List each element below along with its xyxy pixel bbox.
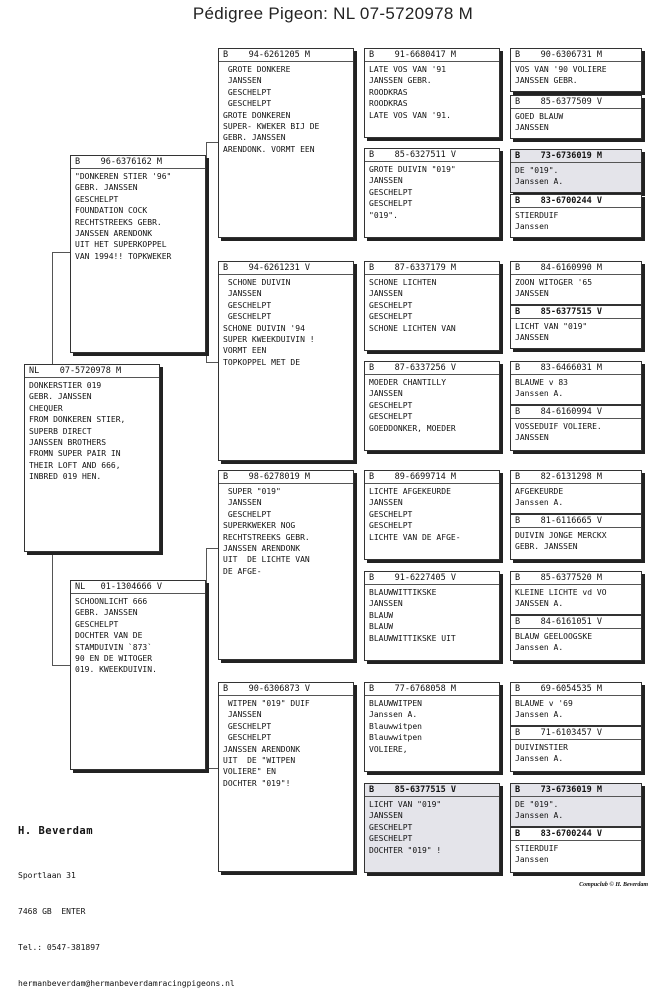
ring-number: B 83-6700244 V xyxy=(511,828,641,841)
credit-text: Compuclub © H. Beverdam xyxy=(579,882,648,888)
ring-number: B 91-6227405 V xyxy=(365,572,499,585)
ancestor-card xyxy=(510,95,642,139)
grandparent-card xyxy=(218,470,354,660)
connector-line xyxy=(206,548,207,768)
ancestor-card xyxy=(510,615,642,661)
ring-number: B 85-6377520 M xyxy=(511,572,641,585)
pigeon-description: DUIVIN JONGE MERCKX GEBR. JANSSEN xyxy=(515,531,607,552)
pigeon-description: BLAUWWITTIKSKE JANSSEN BLAUW BLAUW BLAUWWITTIKSKE UIT xyxy=(369,588,456,643)
pigeon-description: DUIVINSTIER Janssen A. xyxy=(515,743,568,764)
ring-number: B 77-6768058 M xyxy=(365,683,499,696)
great-grandparent-card xyxy=(364,571,500,661)
connector-line xyxy=(206,142,207,362)
grandparent-card xyxy=(218,682,354,872)
ancestor-card xyxy=(510,261,642,305)
great-grandparent-card xyxy=(364,148,500,238)
page-title: Pédigree Pigeon: NL 07-5720978 M xyxy=(192,4,474,23)
pigeon-description: GOED BLAUW JANSSEN xyxy=(515,112,564,133)
ring-number: B 85-6377509 V xyxy=(511,96,641,109)
ring-number: NL 01-1304666 V xyxy=(71,581,205,594)
ancestor-card xyxy=(510,149,642,193)
subject-pigeon-card xyxy=(24,364,160,552)
owner-contact xyxy=(18,801,235,1002)
owner-phone: Tel.: 0547-381897 xyxy=(18,943,100,952)
great-grandparent-card xyxy=(364,361,500,451)
great-grandparent-card xyxy=(364,48,500,138)
ancestor-card xyxy=(510,682,642,726)
ancestor-card xyxy=(510,726,642,772)
ancestor-card xyxy=(510,405,642,451)
ring-number: B 96-6376162 M xyxy=(71,156,205,169)
grandparent-card xyxy=(218,261,354,461)
great-grandparent-card xyxy=(364,261,500,351)
ring-number: B 91-6680417 M xyxy=(365,49,499,62)
mother-card xyxy=(70,580,206,770)
ancestor-card xyxy=(510,470,642,514)
pigeon-description: SUPER "019" JANSSEN GESCHELPT SUPERKWEKER NOG RECHTSTREEKS GEBR. JANSSEN ARENDONK UIT DE LICHTE VAN DE AFGE- xyxy=(223,487,310,576)
ring-number: B 73-6736019 M xyxy=(511,150,641,163)
ring-number: B 84-6160990 M xyxy=(511,262,641,275)
ancestor-card xyxy=(510,194,642,238)
ancestor-card xyxy=(510,48,642,92)
ring-number: B 94-6261231 V xyxy=(219,262,353,275)
ancestor-card xyxy=(510,783,642,827)
pigeon-description: LATE VOS VAN '91 JANSSEN GEBR. ROODKRAS ROODKRAS LATE VOS VAN '91. xyxy=(369,65,451,120)
ancestor-card xyxy=(510,827,642,873)
pigeon-description: STIERDUIF Janssen xyxy=(515,211,559,232)
pigeon-description: LICHT VAN "019" JANSSEN xyxy=(515,322,588,343)
pigeon-description: LICHT VAN "019" JANSSEN GESCHELPT GESCHELPT DOCHTER "019" ! xyxy=(369,800,442,855)
ring-number: B 84-6161051 V xyxy=(511,616,641,629)
pigeon-description: DE "019". Janssen A. xyxy=(515,800,564,821)
ring-number: B 85-6377515 V xyxy=(511,306,641,319)
pigeon-description: ZOON WITOGER '65 JANSSEN xyxy=(515,278,593,299)
pigeon-description: WITPEN "019" DUIF JANSSEN GESCHELPT GESCHELPT JANSSEN ARENDONK UIT DE "WITPEN VOLIERE" EN DOCHTER "019"! xyxy=(223,699,310,788)
ring-number: B 83-6700244 V xyxy=(511,195,641,208)
connector-line xyxy=(206,362,218,363)
pigeon-description: BLAUW GEELOOGSKE Janssen A. xyxy=(515,632,593,653)
ancestor-card xyxy=(510,361,642,405)
ring-number: B 85-6327511 V xyxy=(365,149,499,162)
pigeon-description: "DONKEREN STIER '96" GEBR. JANSSEN GESCHELPT FOUNDATION COCK RECHTSTREEKS GEBR. JANSSEN ARENDONK UIT HET SUPERKOPPEL VAN 1994!! TOPKWEKER xyxy=(75,172,172,261)
pigeon-description: DONKERSTIER 019 GEBR. JANSSEN CHEQUER FROM DONKEREN STIER, SUPERB DIRECT JANSSEN BROTHERS FROMN SUPER PAIR IN THEIR LOFT AND 666, INBRED 019 HEN. xyxy=(29,381,126,482)
pigeon-description: BLAUWE v 83 Janssen A. xyxy=(515,378,568,399)
ring-number: B 87-6337256 V xyxy=(365,362,499,375)
pigeon-description: AFGEKEURDE Janssen A. xyxy=(515,487,564,508)
ancestor-card xyxy=(510,514,642,560)
pigeon-description: SCHOONLICHT 666 GEBR. JANSSEN GESCHELPT DOCHTER VAN DE STAMDUIVIN `873` 90 EN DE WITOGER 019. KWEEKDUIVIN. xyxy=(75,597,157,675)
owner-email[interactable]: hermanbeverdam@hermanbeverdamracingpigeons.nl xyxy=(18,979,235,988)
ring-number: B 87-6337179 M xyxy=(365,262,499,275)
ring-number: B 85-6377515 V xyxy=(365,784,499,797)
ring-number: B 69-6054535 M xyxy=(511,683,641,696)
ring-number: B 90-6306873 V xyxy=(219,683,353,696)
ring-number: B 94-6261205 M xyxy=(219,49,353,62)
connector-line xyxy=(206,768,218,769)
pigeon-description: VOS VAN '90 VOLIERE JANSSEN GEBR. xyxy=(515,65,607,86)
ring-number: NL 07-5720978 M xyxy=(25,365,159,378)
pigeon-description: GROTE DONKERE JANSSEN GESCHELPT GESCHELPT GROTE DONKEREN SUPER- KWEKER BIJ DE GEBR. JANSSEN ARENDONK. VORMT EEN xyxy=(223,65,320,154)
owner-name: H. Beverdam xyxy=(18,825,94,837)
ring-number: B 84-6160994 V xyxy=(511,406,641,419)
pigeon-description: SCHONE DUIVIN JANSSEN GESCHELPT GESCHELPT SCHONE DUIVIN '94 SUPER KWEEKDUIVIN ! VORMT EEN TOPKOPPEL MET DE xyxy=(223,278,315,367)
ring-number: B 81-6116665 V xyxy=(511,515,641,528)
owner-city: 7468 GB ENTER xyxy=(18,907,86,916)
connector-line xyxy=(52,665,72,666)
pigeon-description: BLAUWE v '69 Janssen A. xyxy=(515,699,573,720)
pigeon-description: LICHTE AFGEKEURDE JANSSEN GESCHELPT GESCHELPT LICHTE VAN DE AFGE- xyxy=(369,487,461,542)
pigeon-description: GROTE DUIVIN "019" JANSSEN GESCHELPT GESCHELPT "019". xyxy=(369,165,456,220)
great-grandparent-card xyxy=(364,682,500,772)
connector-line xyxy=(52,252,70,253)
ring-number: B 73-6736019 M xyxy=(511,784,641,797)
father-card xyxy=(70,155,206,353)
connector-line xyxy=(206,548,218,549)
ring-number: B 83-6466031 M xyxy=(511,362,641,375)
owner-address: Sportlaan 31 xyxy=(18,871,76,880)
great-grandparent-card xyxy=(364,783,500,873)
pigeon-description: BLAUWWITPEN Janssen A. Blauwwitpen Blauwwitpen VOLIERE, xyxy=(369,699,422,754)
pigeon-description: SCHONE LICHTEN JANSSEN GESCHELPT GESCHELPT SCHONE LICHTEN VAN xyxy=(369,278,456,333)
grandparent-card xyxy=(218,48,354,238)
ring-number: B 98-6278019 M xyxy=(219,471,353,484)
pigeon-description: DE "019". Janssen A. xyxy=(515,166,564,187)
pigeon-description: KLEINE LICHTE vd VO JANSSEN A. xyxy=(515,588,607,609)
pigeon-description: MOEDER CHANTILLY JANSSEN GESCHELPT GESCHELPT GOEDDONKER, MOEDER xyxy=(369,378,456,433)
ancestor-card xyxy=(510,571,642,615)
great-grandparent-card xyxy=(364,470,500,560)
ancestor-card xyxy=(510,305,642,349)
ring-number: B 82-6131298 M xyxy=(511,471,641,484)
pigeon-description: STIERDUIF Janssen xyxy=(515,844,559,865)
connector-line xyxy=(206,142,218,143)
ring-number: B 89-6699714 M xyxy=(365,471,499,484)
ring-number: B 71-6103457 V xyxy=(511,727,641,740)
pigeon-description: VOSSEDUIF VOLIERE. JANSSEN xyxy=(515,422,602,443)
ring-number: B 90-6306731 M xyxy=(511,49,641,62)
